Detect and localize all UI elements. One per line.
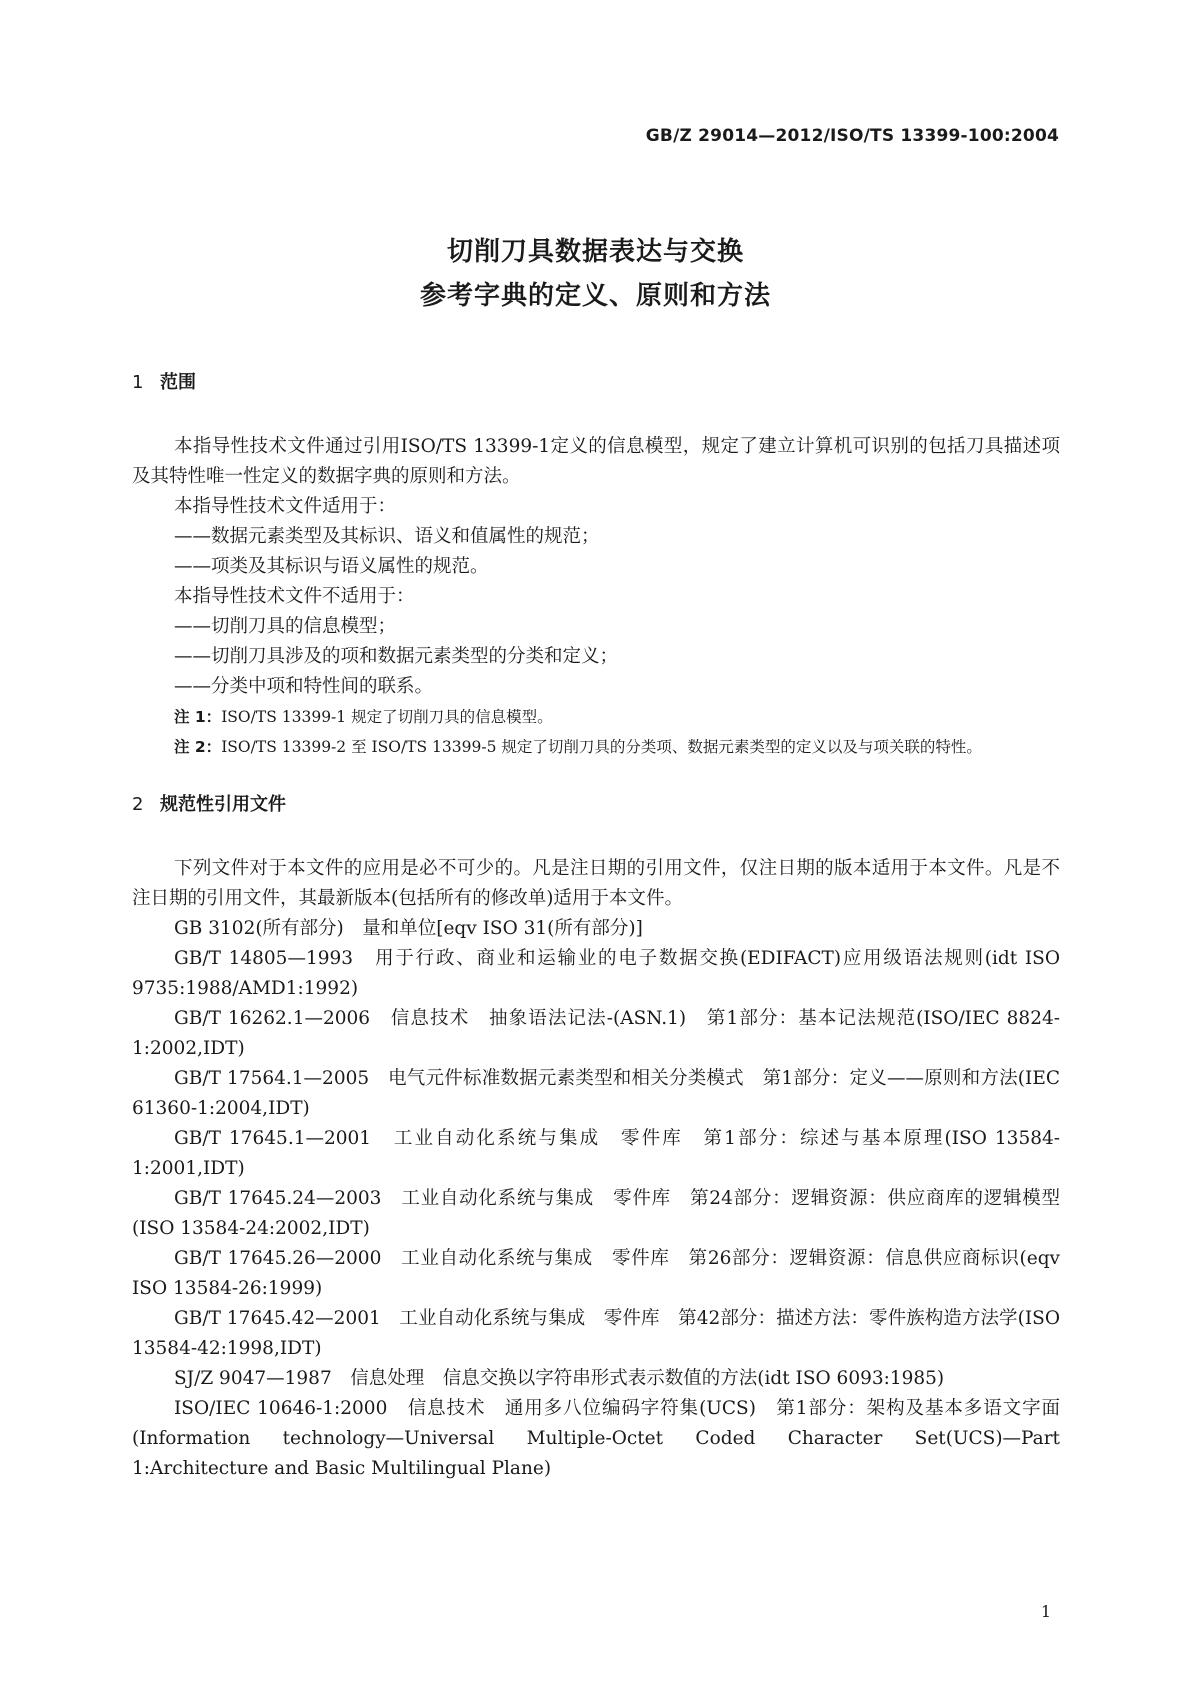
page-number: 1: [1040, 1602, 1051, 1621]
document-body: [132, 368, 1060, 1484]
list-item: ——切削刀具涉及的项和数据元素类型的分类和定义；: [174, 646, 619, 667]
list-item: ——分类中项和特性间的联系。: [174, 676, 434, 697]
section-number: 1: [132, 372, 144, 393]
section-number: 2: [132, 794, 144, 815]
reference-item: GB/T 16262.1—2006 信息技术 抽象语法记法-(ASN.1) 第1部分：基本记法规范(ISO/IEC 8824-1:2002,IDT): [132, 1008, 1060, 1059]
note-label: 注 1：: [174, 708, 222, 726]
section-title: 范围: [160, 372, 196, 393]
section-title: 规范性引用文件: [160, 794, 286, 815]
reference-item: GB/T 17564.1—2005 电气元件标准数据元素类型和相关分类模式 第1部分：定义——原则和方法(IEC 61360-1:2004,IDT): [132, 1068, 1060, 1119]
document-title: [0, 230, 1191, 318]
note: [132, 732, 1060, 762]
note-text: ISO/TS 13399-1 规定了切削刀具的信息模型。: [221, 708, 553, 726]
reference-item: GB/T 17645.1—2001 工业自动化系统与集成 零件库 第1部分：综述与基本原理(ISO 13584-1:2001,IDT): [132, 1128, 1060, 1179]
paragraph: 下列文件对于本文件的应用是必不可少的。凡是注日期的引用文件，仅注日期的版本适用于本文件。凡是不注日期的引用文件，其最新版本(包括所有的修改单)适用于本文件。: [132, 858, 1060, 909]
paragraph: 本指导性技术文件适用于：: [174, 496, 397, 517]
reference-item: GB 3102(所有部分) 量和单位[eqv ISO 31(所有部分)]: [174, 918, 643, 939]
paragraph: 本指导性技术文件不适用于：: [174, 586, 415, 607]
reference-item: ISO/IEC 10646-1:2000 信息技术 通用多八位编码字符集(UCS) 第1部分：架构及基本多语文字面(Information technology—Universal Multiple-Octet Coded Character Set(UCS)—Part 1:Architecture and Basic Multilingual Plane): [132, 1398, 1060, 1479]
note-text: ISO/TS 13399-2 至 ISO/TS 13399-5 规定了切削刀具的分类项、数据元素类型的定义以及与项关联的特性。: [221, 738, 982, 756]
section-1-heading: [132, 368, 1060, 398]
note: [132, 702, 1060, 732]
list-item: ——项类及其标识与语义属性的规范。: [174, 556, 489, 577]
section-2-heading: [132, 790, 1060, 820]
title-line-2: 参考字典的定义、原则和方法: [419, 281, 771, 311]
reference-item: GB/T 17645.42—2001 工业自动化系统与集成 零件库 第42部分：描述方法：零件族构造方法学(ISO 13584-42:1998,IDT): [132, 1308, 1060, 1359]
paragraph: 本指导性技术文件通过引用ISO/TS 13399-1定义的信息模型，规定了建立计算机可识别的包括刀具描述项及其特性唯一性定义的数据字典的原则和方法。: [132, 436, 1060, 487]
list-item: ——数据元素类型及其标识、语义和值属性的规范；: [174, 526, 600, 547]
list-item: ——切削刀具的信息模型；: [174, 616, 397, 637]
reference-item: GB/T 17645.24—2003 工业自动化系统与集成 零件库 第24部分：逻辑资源：供应商库的逻辑模型(ISO 13584-24:2002,IDT): [132, 1188, 1060, 1239]
title-line-1: 切削刀具数据表达与交换: [446, 237, 744, 267]
reference-item: GB/T 14805—1993 用于行政、商业和运输业的电子数据交换(EDIFACT)应用级语法规则(idt ISO 9735:1988/AMD1:1992): [132, 948, 1060, 999]
reference-item: SJ/Z 9047—1987 信息处理 信息交换以字符串形式表示数值的方法(idt ISO 6093:1985): [174, 1368, 945, 1389]
document-code-header: GB/Z 29014—2012/ISO/TS 13399-100:2004: [645, 126, 1059, 146]
note-label: 注 2：: [174, 738, 222, 756]
reference-item: GB/T 17645.26—2000 工业自动化系统与集成 零件库 第26部分：逻辑资源：信息供应商标识(eqv ISO 13584-26:1999): [132, 1248, 1060, 1299]
